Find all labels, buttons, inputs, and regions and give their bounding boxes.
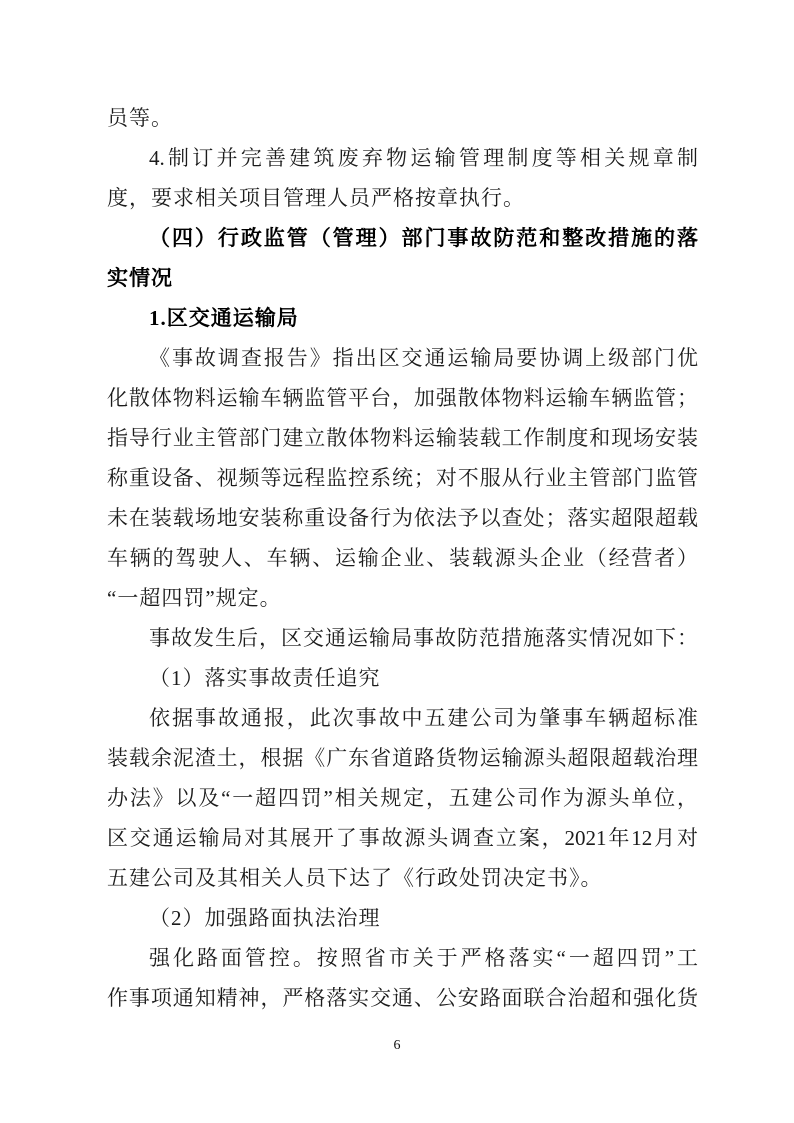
text-line: 五建公司及其相关人员下达了《行政处罚决定书》。 bbox=[107, 866, 603, 890]
page-number: 6 bbox=[393, 1038, 401, 1053]
text-line: （2）加强路面执法治理 bbox=[149, 906, 381, 930]
text-line: 度，要求相关项目管理人员严格按章执行。 bbox=[107, 186, 525, 210]
text-line: 员等。 bbox=[107, 106, 173, 130]
text-line: 办法》以及“一超四罚”相关规定，五建公司作为源头单位， bbox=[107, 786, 698, 810]
text-line: 事故发生后，区交通运输局事故防范措施落实情况如下： bbox=[149, 626, 699, 650]
text-line: （四）行政监管（管理）部门事故防范和整改措施的落 bbox=[149, 226, 698, 250]
text-line: 《事故调查报告》指出区交通运输局要协调上级部门优 bbox=[149, 346, 698, 370]
text-line: 装载余泥渣土，根据《广东省道路货物运输源头超限超载治理 bbox=[107, 746, 698, 770]
text-line: 未在装载场地安装称重设备行为依法予以查处；落实超限超载 bbox=[107, 506, 698, 530]
text-line: 化散体物料运输车辆监管平台，加强散体物料运输车辆监管； bbox=[107, 386, 698, 410]
text-line: 强化路面管控。按照省市关于严格落实“一超四罚”工 bbox=[149, 946, 698, 970]
text-line: 依据事故通报，此次事故中五建公司为肇事车辆超标准 bbox=[149, 706, 698, 730]
text-line: 称重设备、视频等远程监控系统；对不服从行业主管部门监管 bbox=[107, 466, 698, 490]
text-line: “一超四罚”规定。 bbox=[107, 586, 282, 610]
text-line: 指导行业主管部门建立散体物料运输装载工作制度和现场安装 bbox=[107, 426, 698, 450]
text-line: 车辆的驾驶人、车辆、运输企业、装载源头企业（经营者） bbox=[107, 546, 698, 570]
text-line: 作事项通知精神，严格落实交通、公安路面联合治超和强化货 bbox=[107, 986, 698, 1010]
text-line: 区交通运输局对其展开了事故源头调查立案，2021年12月对 bbox=[107, 826, 698, 850]
text-line: 1.区交通运输局 bbox=[149, 306, 299, 330]
text-line: 4.制订并完善建筑废弃物运输管理制度等相关规章制 bbox=[149, 146, 698, 170]
document-body bbox=[107, 98, 698, 1018]
text-line: 实情况 bbox=[107, 266, 173, 290]
text-line: （1）落实事故责任追究 bbox=[149, 666, 381, 690]
